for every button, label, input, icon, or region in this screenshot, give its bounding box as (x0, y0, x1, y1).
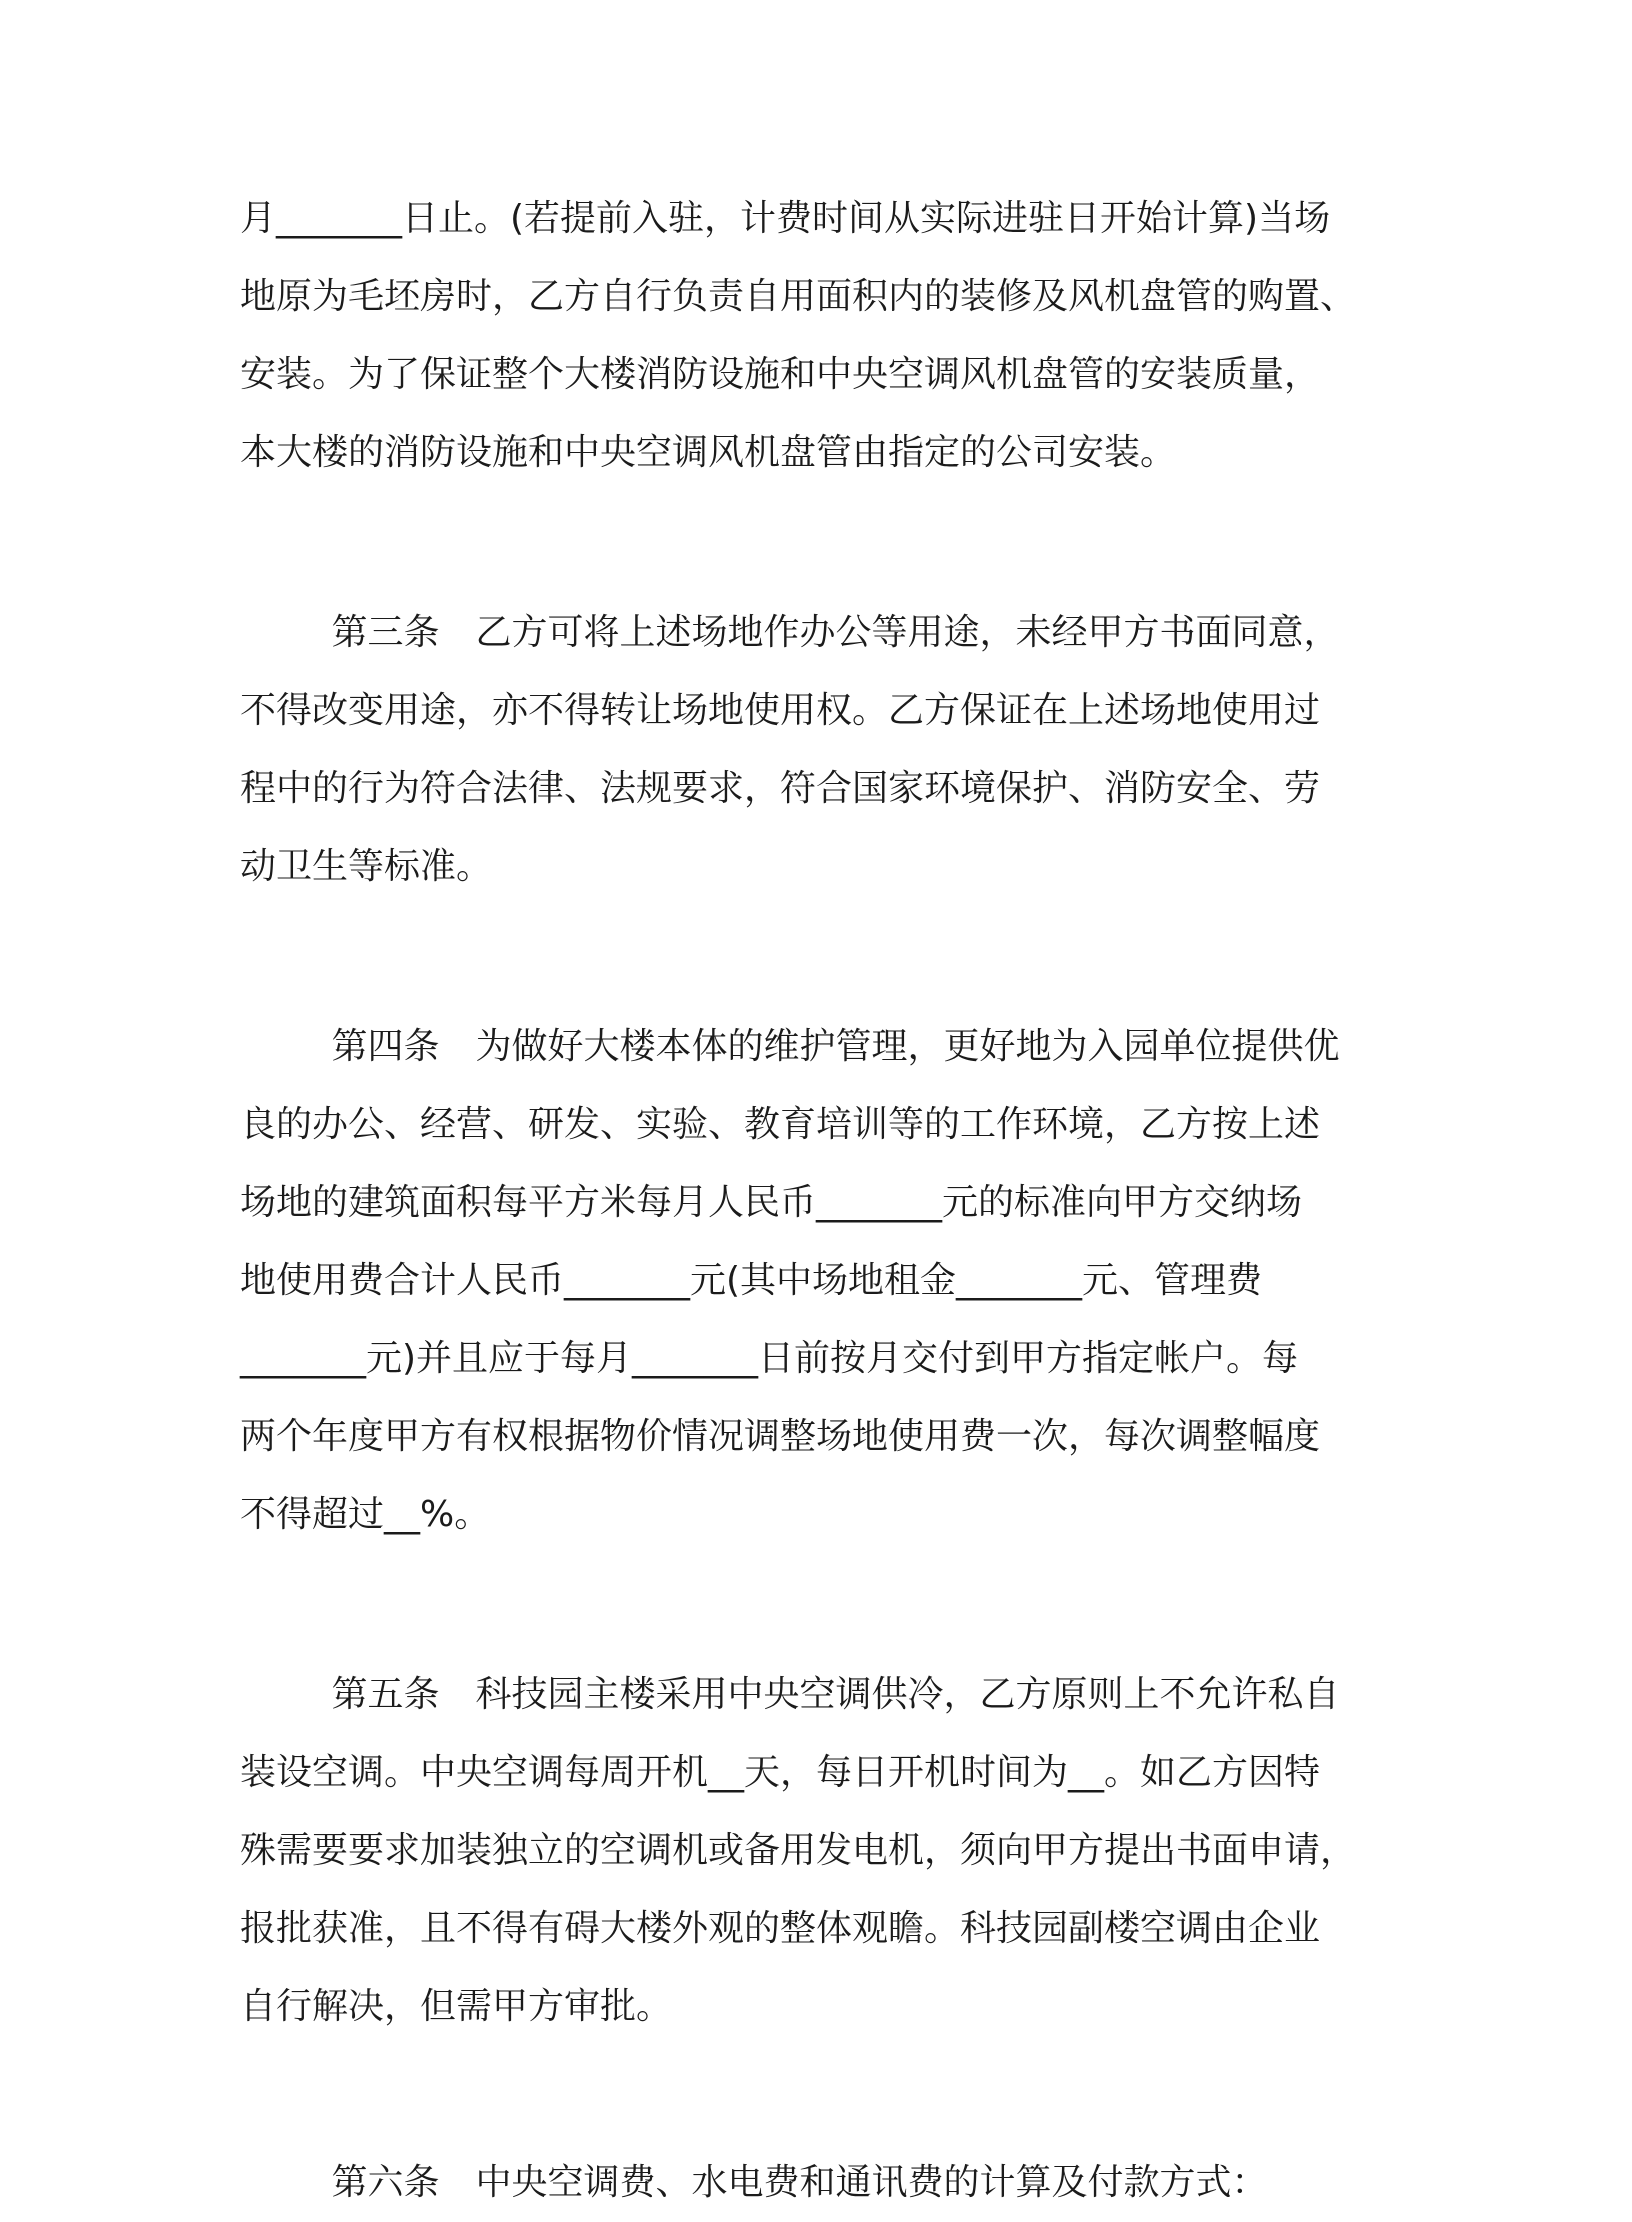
document-body (240, 180, 1370, 2222)
text-line: 不得改变用途，亦不得转让场地使用权。乙方保证在上述场地使用过 (240, 690, 1321, 731)
paragraph-spacer (240, 2046, 1370, 2144)
paragraph-spacer (240, 492, 1370, 594)
text-line: 程中的行为符合法律、法规要求，符合国家环境保护、消防安全、劳 (240, 768, 1321, 809)
text-line: 月_______日止。(若提前入驻，计费时间从实际进驻日开始计算)当场 (240, 198, 1331, 239)
paragraph-spacer (240, 1554, 1370, 1656)
text-line: 第三条 乙方可将上述场地作办公等用途，未经甲方书面同意， (240, 612, 1340, 653)
text-line: 安装。为了保证整个大楼消防设施和中央空调风机盘管的安装质量， (240, 354, 1321, 395)
text-line: 良的办公、经营、研发、实验、教育培训等的工作环境，乙方按上述 (240, 1104, 1321, 1145)
text-line: 场地的建筑面积每平方米每月人民币_______元的标准向甲方交纳场 (240, 1182, 1303, 1223)
text-line: 第六条 中央空调费、水电费和通讯费的计算及付款方式： (240, 2162, 1268, 2203)
article-3-paragraph (240, 594, 1370, 906)
text-line: 第四条 为做好大楼本体的维护管理，更好地为入园单位提供优 (240, 1026, 1340, 1067)
text-line: _______元)并且应于每月_______日前按月交付到甲方指定帐户。每 (240, 1338, 1299, 1379)
article-5-paragraph (240, 1656, 1370, 2046)
text-line: 地原为毛坯房时，乙方自行负责自用面积内的装修及风机盘管的购置、 (240, 276, 1357, 317)
text-line: 两个年度甲方有权根据物价情况调整场地使用费一次，每次调整幅度 (240, 1416, 1321, 1457)
text-line: 动卫生等标准。 (240, 846, 493, 887)
paragraph-spacer (240, 906, 1370, 1008)
text-line: 殊需要要求加装独立的空调机或备用发电机，须向甲方提出书面申请， (240, 1830, 1357, 1871)
paragraph-continuation (240, 180, 1370, 492)
text-line: 第五条 科技园主楼采用中央空调供冷，乙方原则上不允许私自 (240, 1674, 1340, 1715)
text-line: 装设空调。中央空调每周开机__天，每日开机时间为__。如乙方因特 (240, 1752, 1321, 1793)
text-line: 地使用费合计人民币_______元(其中场地租金_______元、管理费 (240, 1260, 1263, 1301)
text-line: 报批获准，且不得有碍大楼外观的整体观瞻。科技园副楼空调由企业 (240, 1908, 1321, 1949)
text-line: 本大楼的消防设施和中央空调风机盘管由指定的公司安装。 (240, 432, 1177, 473)
text-line: 自行解决，但需甲方审批。 (240, 1986, 673, 2027)
text-line: 不得超过__%。 (240, 1494, 491, 1535)
article-4-paragraph (240, 1008, 1370, 1554)
article-6-paragraph (240, 2144, 1370, 2222)
